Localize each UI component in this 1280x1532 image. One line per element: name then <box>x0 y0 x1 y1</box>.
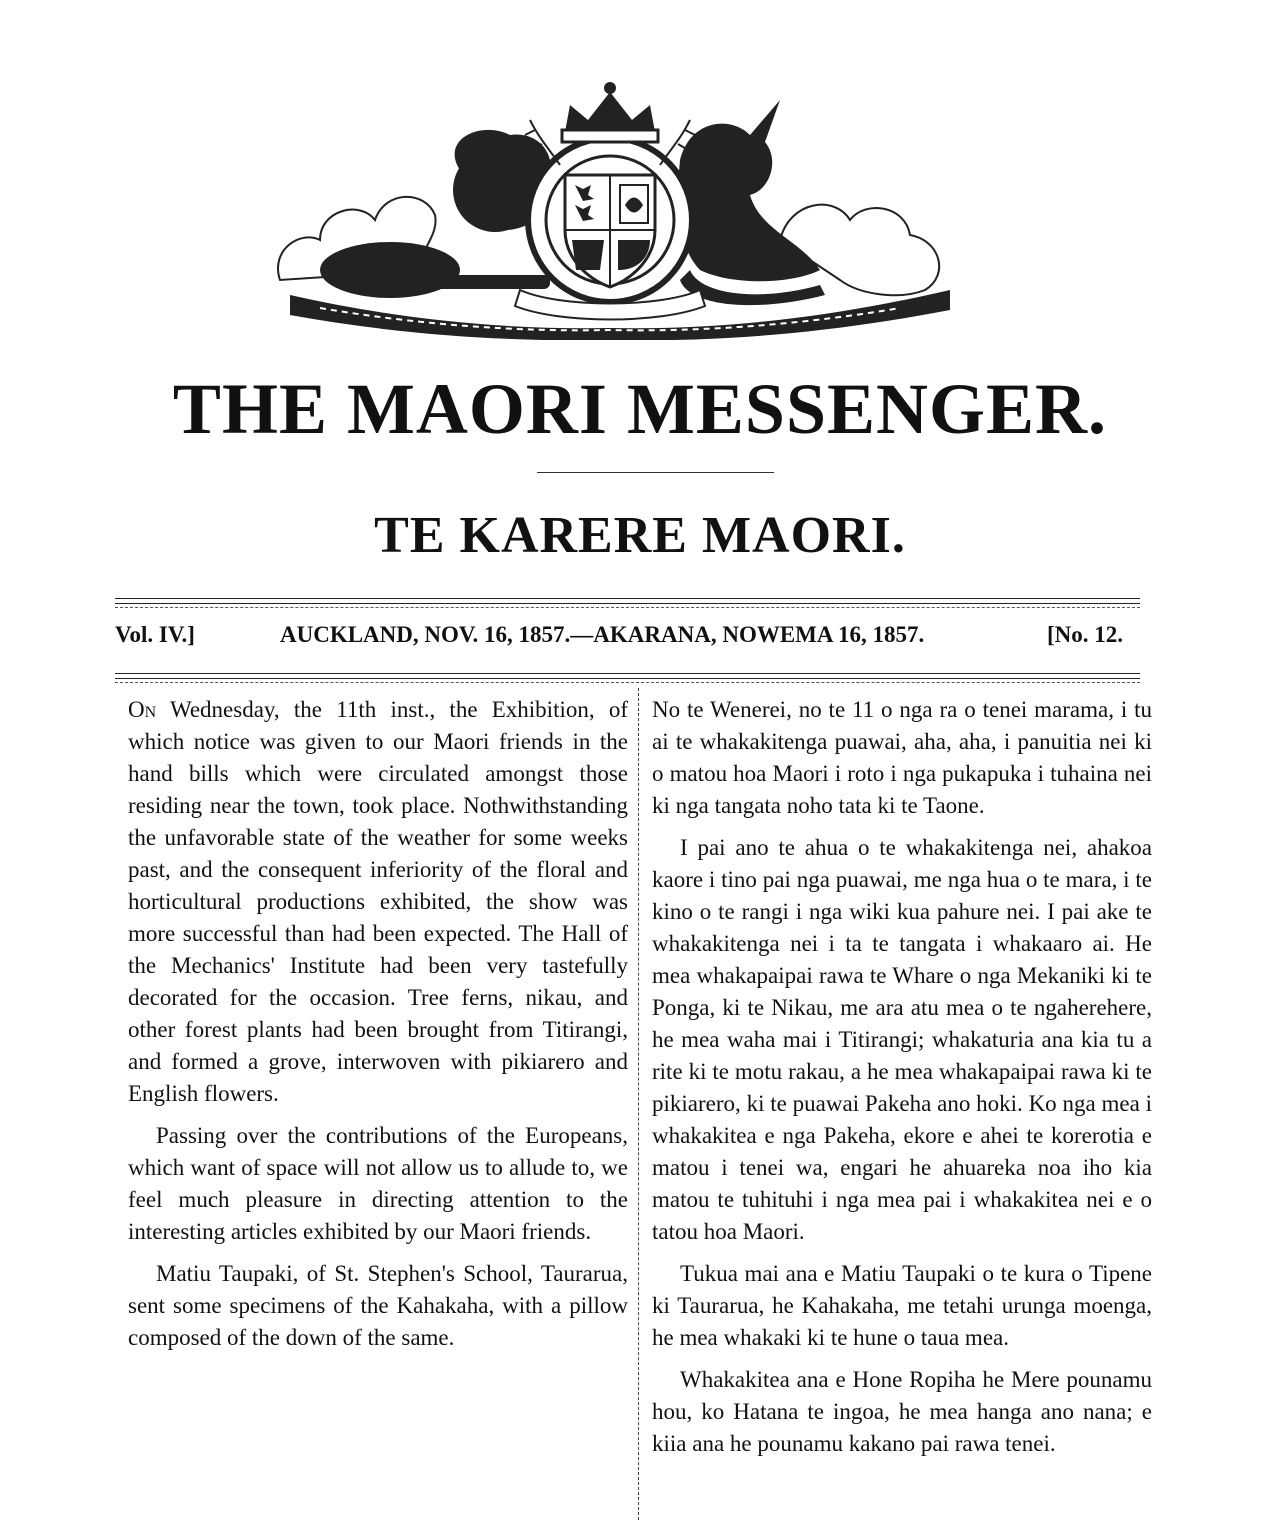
header-rule-top <box>115 598 1140 604</box>
article-paragraph: Passing over the contributions of the Europeans, which want of space will not allow us to allude to, we feel much pleasure in directing attention to the interesting articles exhibited by our Maori friends. <box>128 1123 628 1244</box>
coat-of-arms-icon <box>260 80 960 340</box>
volume-label: Vol. IV.] <box>115 622 195 647</box>
dateline: AUCKLAND, NOV. 16, 1857.—AKARANA, NOWEMA 16, 1857. <box>280 622 925 647</box>
drop-lead: On <box>128 697 157 722</box>
title-rule <box>537 472 774 473</box>
issue-number: [No. 12. <box>1047 622 1124 647</box>
masthead-subtitle: TE KARERE MAORI. <box>374 507 906 564</box>
column-divider <box>638 688 639 1520</box>
article-paragraph: Whakakitea ana e Hone Ropiha he Mere pounamu hou, ko Hatana te ingoa, he mea hanga ano nana; e kiia ana he pounamu kakano pai rawa tenei. <box>652 1367 1152 1456</box>
header-rule-dashed-top <box>115 607 1140 608</box>
article-paragraph: Tukua mai ana e Matiu Taupaki o te kura o Tipene ki Taurarua, he Kahakaha, me tetahi urunga moenga, he mea whakaki ki te hune o taua mea. <box>652 1261 1152 1350</box>
english-column <box>128 694 628 1364</box>
header-rule-bottom <box>115 673 1140 679</box>
article-paragraph: Matiu Taupaki, of St. Stephen's School, Taurarua, sent some specimens of the Kahakaha, with a pillow composed of the down of the same. <box>128 1261 628 1350</box>
article-paragraph: I pai ano te ahua o te whakakitenga nei, ahakoa kaore i tino pai nga puawai, me nga hua o te mara, i te kino o te rangi i nga wiki kua pahure nei. I pai ake te whakakitenga nei i ta te tangata i whakaaro ai. He mea whakapaipai rawa te Whare o nga Mekaniki ki te Ponga, ki te Nikau, me ara atu mea o te ngaherehere, he mea waha mai i Titirangi; whakaturia ana kia tu a rite ki te motu rakau, a he mea whakapaipai rawa ki te pikiarero, ki te puawai Pakeha ano hoki. Ko nga mea i whakakitea e nga Pakeha, ekore e ahei te korerotia e matou i tenei wa, engari he ahuareka noa iho kia matou te tuhituhi i nga mea pai i whakakitea nei e o tatou hoa Maori. <box>652 835 1152 1244</box>
article-paragraph: No te Wenerei, no te 11 o nga ra o tenei marama, i tu ai te whakakitenga puawai, aha, aha, i panuitia nei ki o matou hoa Maori i roto i nga pukapuka i tuhaina nei ki nga tangata noho tata ki te Taone. <box>652 697 1152 818</box>
masthead-title: THE MAORI MESSENGER. <box>172 369 1108 449</box>
header-rule-dashed-bottom <box>115 682 1140 683</box>
article-paragraph: On Wednesday, the 11th inst., the Exhibition, of which notice was given to our Maori friends in the hand bills which were circulated amongst those residing near the town, took place. Nothwithstanding the unfavorable state of the weather for some weeks past, and the consequent inferiority of the floral and horticultural productions exhibited, the show was more successful than had been expected. The Hall of the Mechanics' Institute had been very tastefully decorated for the occasion. Tree ferns, nikau, and other forest plants had been brought from Titirangi, and formed a grove, interwoven with pikiarero and English flowers. <box>128 697 628 1106</box>
maori-column <box>652 694 1152 1470</box>
